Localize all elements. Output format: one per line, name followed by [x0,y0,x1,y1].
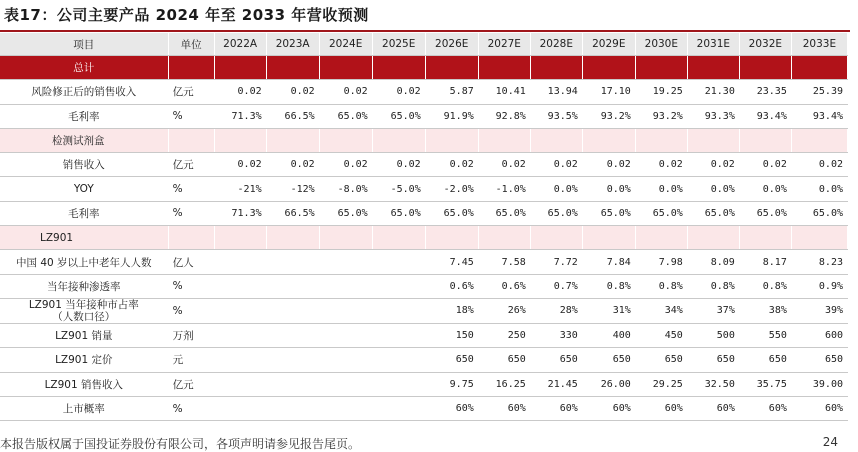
value-cell [319,250,372,274]
value-cell [266,396,319,420]
value-cell: 0.02 [214,80,266,104]
value-cell [319,323,372,347]
header-year: 2032E [739,33,791,56]
row-label: 中国 40 岁以上中老年人人数 [0,250,168,274]
revenue-forecast-table [0,33,848,421]
value-cell: 93.2% [635,104,687,128]
row-unit: % [168,201,214,225]
header-year: 2031E [687,33,739,56]
section-label: LZ901 [0,226,168,250]
row-label: 销售收入 [0,153,168,177]
row-label: LZ901 定价 [0,348,168,372]
value-cell [372,298,425,323]
value-cell: 60% [739,396,791,420]
value-cell [266,274,319,298]
value-cell: 0.8% [687,274,739,298]
row-unit: 万剂 [168,323,214,347]
value-cell: 65.0% [530,201,582,225]
value-cell: 10.41 [478,80,530,104]
value-cell: 93.2% [582,104,635,128]
value-cell: 0.02 [425,153,478,177]
value-cell: 66.5% [266,201,319,225]
value-cell: 60% [687,396,739,420]
table-row [0,104,848,128]
value-cell: 19.25 [635,80,687,104]
value-cell: 93.4% [739,104,791,128]
value-cell: 0.9% [791,274,847,298]
table-row [0,153,848,177]
value-cell: 60% [425,396,478,420]
value-cell: 650 [687,348,739,372]
table-row [0,396,848,420]
row-label-line: LZ901 当年接种市占率 [28,298,139,311]
value-cell: 250 [478,323,530,347]
value-cell: 71.3% [214,201,266,225]
value-cell: 60% [791,396,847,420]
value-cell: -2.0% [425,177,478,201]
value-cell [266,372,319,396]
header-year: 2024E [319,33,372,56]
value-cell: 650 [635,348,687,372]
value-cell: 23.35 [739,80,791,104]
value-cell [214,298,266,323]
value-cell: -1.0% [478,177,530,201]
header-year: 2026E [425,33,478,56]
value-cell: 65.0% [635,201,687,225]
value-cell: 93.5% [530,104,582,128]
value-cell: 0.02 [266,80,319,104]
row-unit: % [168,274,214,298]
value-cell: 65.0% [425,201,478,225]
value-cell: 65.0% [319,201,372,225]
value-cell: 0.0% [635,177,687,201]
value-cell: 65.0% [372,201,425,225]
value-cell: 650 [425,348,478,372]
section-row-lz901 [0,226,848,250]
row-label: LZ901 销售收入 [0,372,168,396]
value-cell: 38% [739,298,791,323]
value-cell: 0.0% [739,177,791,201]
value-cell: 65.0% [582,201,635,225]
value-cell: 550 [739,323,791,347]
table-row [0,298,848,323]
row-unit: 亿元 [168,153,214,177]
header-year: 2025E [372,33,425,56]
value-cell [214,348,266,372]
header-year: 2027E [478,33,530,56]
value-cell: 21.30 [687,80,739,104]
value-cell [372,250,425,274]
header-year: 2033E [791,33,847,56]
value-cell: 0.02 [319,153,372,177]
value-cell: 71.3% [214,104,266,128]
value-cell: 7.45 [425,250,478,274]
value-cell [214,396,266,420]
value-cell: 0.02 [739,153,791,177]
value-cell: 93.3% [687,104,739,128]
value-cell: 0.02 [319,80,372,104]
row-label: 风险修正后的销售收入 [0,80,168,104]
value-cell: 650 [791,348,847,372]
value-cell: 25.39 [791,80,847,104]
value-cell: 34% [635,298,687,323]
value-cell: 8.23 [791,250,847,274]
value-cell: 330 [530,323,582,347]
value-cell: 650 [582,348,635,372]
row-unit: 亿元 [168,372,214,396]
value-cell: 8.17 [739,250,791,274]
table-row [0,323,848,347]
value-cell: 26% [478,298,530,323]
value-cell [319,372,372,396]
table-body [0,56,848,421]
header-year: 2028E [530,33,582,56]
value-cell: 0.02 [478,153,530,177]
row-unit: 亿元 [168,80,214,104]
value-cell: 650 [530,348,582,372]
page-footer [0,435,858,451]
value-cell: 0.8% [582,274,635,298]
value-cell: 0.6% [478,274,530,298]
value-cell: 0.02 [372,80,425,104]
section-row-kit [0,128,848,152]
row-label: 毛利率 [0,201,168,225]
value-cell: 7.98 [635,250,687,274]
value-cell [266,323,319,347]
value-cell [372,396,425,420]
row-label: YOY [0,177,168,201]
row-unit: % [168,298,214,323]
header-row [0,33,848,56]
section-label: 总计 [0,56,168,80]
value-cell: 600 [791,323,847,347]
value-cell: 21.45 [530,372,582,396]
row-label: 当年接种渗透率 [0,274,168,298]
value-cell: 28% [530,298,582,323]
value-cell: 65.0% [478,201,530,225]
value-cell: 13.94 [530,80,582,104]
value-cell: 500 [687,323,739,347]
value-cell: 0.0% [791,177,847,201]
value-cell [214,372,266,396]
row-unit: % [168,396,214,420]
value-cell [214,250,266,274]
value-cell: 0.8% [635,274,687,298]
row-unit: % [168,104,214,128]
value-cell [266,250,319,274]
header-year: 2029E [582,33,635,56]
value-cell: 0.02 [791,153,847,177]
header-year: 2030E [635,33,687,56]
row-label-line: （人数口径） [52,310,116,323]
row-unit: 亿人 [168,250,214,274]
value-cell: 0.6% [425,274,478,298]
value-cell: 16.25 [478,372,530,396]
value-cell: 0.02 [530,153,582,177]
value-cell [214,274,266,298]
page-number: 24 [822,435,838,449]
table-title: 表17：公司主要产品 2024 年至 2033 年营收预测 [4,6,369,24]
value-cell: 65.0% [739,201,791,225]
value-cell: 39.00 [791,372,847,396]
value-cell [372,348,425,372]
value-cell: 0.7% [530,274,582,298]
value-cell [372,372,425,396]
copyright-disclaimer: 本报告版权属于国投证券股份有限公司，各项声明请参见报告尾页。 [0,437,361,451]
value-cell: 26.00 [582,372,635,396]
value-cell [266,348,319,372]
value-cell: 93.4% [791,104,847,128]
value-cell: 35.75 [739,372,791,396]
value-cell: 65.0% [319,104,372,128]
header-unit: 单位 [168,33,214,56]
value-cell: 37% [687,298,739,323]
value-cell [319,348,372,372]
value-cell: 7.58 [478,250,530,274]
value-cell: 0.02 [266,153,319,177]
value-cell: 60% [530,396,582,420]
table-row [0,250,848,274]
value-cell: 39% [791,298,847,323]
value-cell [372,323,425,347]
table-row [0,372,848,396]
header-item: 项目 [0,33,168,56]
value-cell: 150 [425,323,478,347]
header-year: 2022A [214,33,266,56]
value-cell: 7.72 [530,250,582,274]
value-cell: 5.87 [425,80,478,104]
row-label: 上市概率 [0,396,168,420]
value-cell: 91.9% [425,104,478,128]
value-cell: 60% [478,396,530,420]
value-cell: 65.0% [372,104,425,128]
title-rule [0,30,850,32]
value-cell: 0.0% [582,177,635,201]
value-cell: 65.0% [687,201,739,225]
value-cell: 0.8% [739,274,791,298]
value-cell: 9.75 [425,372,478,396]
value-cell: 0.0% [687,177,739,201]
value-cell: 0.02 [582,153,635,177]
value-cell: 0.0% [530,177,582,201]
value-cell: 650 [739,348,791,372]
section-row-total [0,56,848,80]
value-cell [214,323,266,347]
value-cell: 60% [635,396,687,420]
value-cell [319,298,372,323]
value-cell: 0.02 [372,153,425,177]
value-cell: 0.02 [214,153,266,177]
value-cell: 400 [582,323,635,347]
value-cell: -8.0% [319,177,372,201]
value-cell: 18% [425,298,478,323]
value-cell: 92.8% [478,104,530,128]
table-row [0,177,848,201]
value-cell [266,298,319,323]
row-label: LZ901 销量 [0,323,168,347]
header-year: 2023A [266,33,319,56]
row-label [0,298,168,323]
value-cell [319,396,372,420]
value-cell: 8.09 [687,250,739,274]
value-cell: 66.5% [266,104,319,128]
table-row [0,80,848,104]
value-cell: 650 [478,348,530,372]
value-cell: 7.84 [582,250,635,274]
value-cell: 450 [635,323,687,347]
value-cell: 0.02 [687,153,739,177]
row-unit: 元 [168,348,214,372]
value-cell [372,274,425,298]
value-cell: -5.0% [372,177,425,201]
value-cell: 65.0% [791,201,847,225]
row-label: 毛利率 [0,104,168,128]
value-cell: -21% [214,177,266,201]
table-row [0,274,848,298]
value-cell: 29.25 [635,372,687,396]
value-cell: 17.10 [582,80,635,104]
row-unit: % [168,177,214,201]
table-row [0,348,848,372]
value-cell: 32.50 [687,372,739,396]
section-label: 检测试剂盒 [0,128,168,152]
table-row [0,201,848,225]
value-cell: -12% [266,177,319,201]
value-cell: 60% [582,396,635,420]
value-cell [319,274,372,298]
value-cell: 31% [582,298,635,323]
value-cell: 0.02 [635,153,687,177]
